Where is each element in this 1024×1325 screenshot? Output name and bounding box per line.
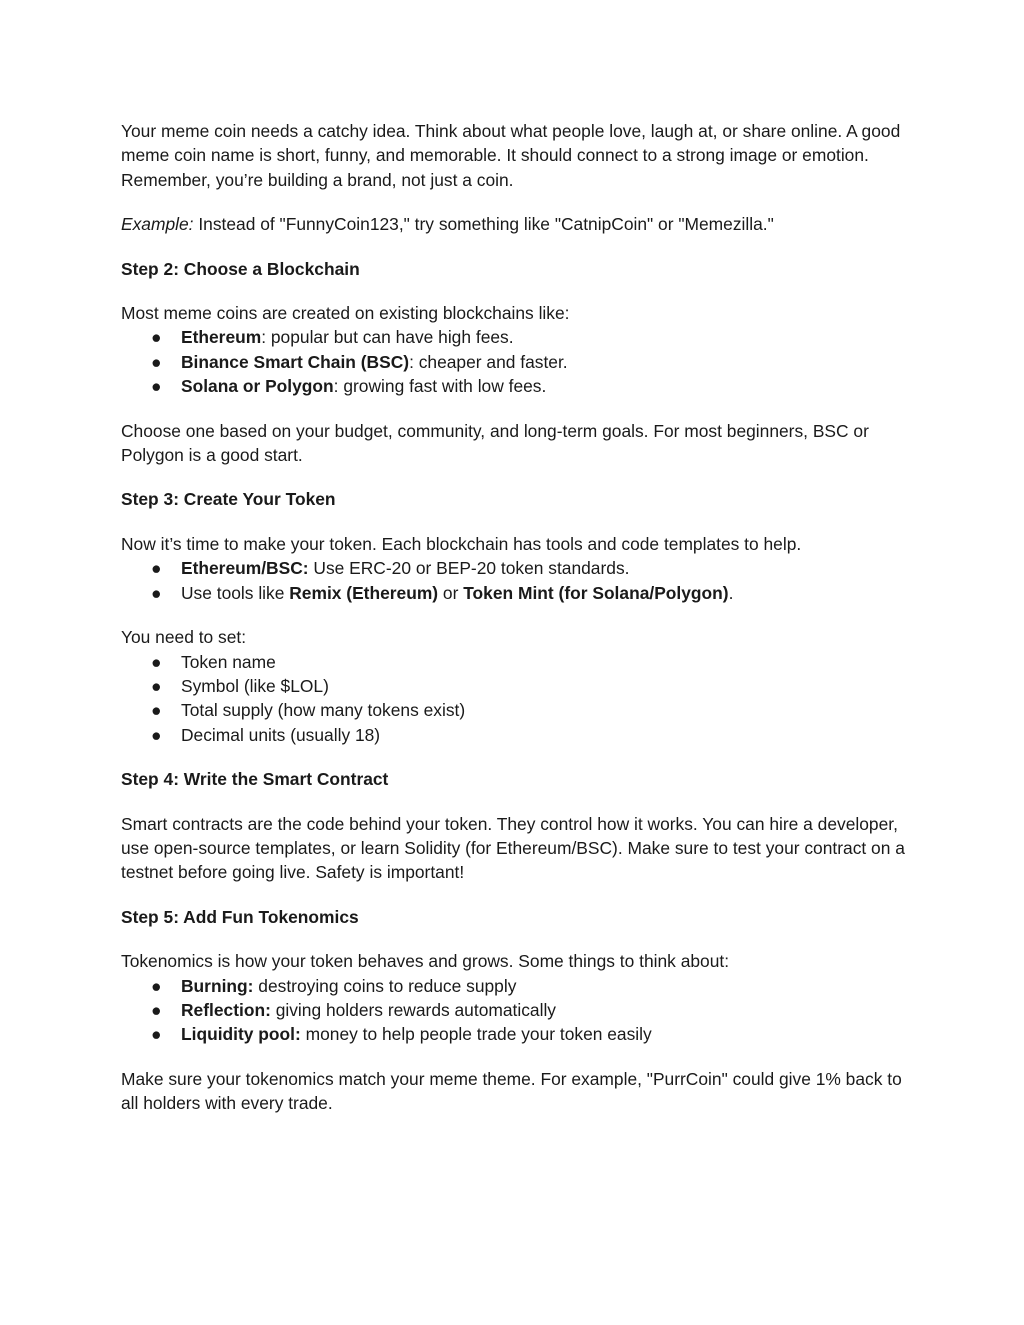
bullet-bold: Burning: [181,975,254,996]
bullet-text: Use tools like [181,582,290,603]
step2-outro: Choose one based on your budget, community, and long-term goals. For most beginners, BSC or Polygon is a good start. [121,420,869,466]
step5-outro: Make sure your tokenomics match your meme theme. For example, "PurrCoin" could give 1% back to all holders with every trade. [121,1068,902,1114]
bullet-icon: ● [151,651,162,672]
list-item [121,581,911,605]
document-page [121,119,911,1116]
list-item [121,350,911,374]
bullet-icon: ● [151,675,162,696]
bullet-bold: Binance Smart Chain (BSC) [181,351,410,372]
step5-intro: Tokenomics is how your token behaves and grows. Some things to think about: [121,951,730,972]
step5-bullet-list [121,974,911,1047]
list-item [121,674,911,698]
bullet-text: Token name [181,651,276,672]
step2-heading: Step 2: Choose a Blockchain [121,258,360,279]
bullet-icon: ● [151,582,162,603]
step5-heading: Step 5: Add Fun Tokenomics [121,906,359,927]
bullet-bold: Reflection: [181,999,271,1020]
intro-paragraph: Your meme coin needs a catchy idea. Think about what people love, laugh at, or share online. A good meme coin name is short, funny, and memorable. It should connect to a strong image or emotion. Remember, you’re building a brand, not just a coin. [121,121,901,190]
bullet-icon: ● [151,327,162,348]
bullet-bold: Token Mint (for Solana/Polygon) [463,582,729,603]
list-item [121,1022,911,1046]
list-item [121,556,911,580]
bullet-text: Use ERC-20 or BEP-20 token standards. [308,558,630,579]
bullet-text: : cheaper and faster. [409,351,568,372]
bullet-icon: ● [151,700,162,721]
list-item [121,374,911,398]
bullet-text: giving holders rewards automatically [270,999,557,1020]
bullet-text: Decimal units (usually 18) [181,724,381,745]
list-item [121,325,911,349]
bullet-icon: ● [151,558,162,579]
step3-intro: Now it’s time to make your token. Each blockchain has tools and code templates to help. [121,533,802,554]
step3-bullet-list [121,556,911,605]
step3-set-list [121,650,911,748]
bullet-text: Total supply (how many tokens exist) [181,700,466,721]
step2-bullet-list [121,325,911,398]
step3-set-intro: You need to set: [121,627,247,648]
bullet-text: Symbol (like $LOL) [181,675,329,696]
bullet-icon: ● [151,1024,162,1045]
example-paragraph [121,212,911,236]
bullet-text: destroying coins to reduce supply [253,975,517,996]
bullet-text: . [728,582,734,603]
list-item [121,998,911,1022]
bullet-text: : growing fast with low fees. [333,376,547,397]
example-text: Instead of "FunnyCoin123," try something like "CatnipCoin" or "Memezilla." [193,214,774,235]
step4-paragraph: Smart contracts are the code behind your token. They control how it works. You can hire a developer, use open-source templates, or learn Solidity (for Ethereum/BSC). Make sure to test your contract on a testnet before going live. Safety is important! [121,813,905,883]
list-item [121,723,911,747]
example-label: Example: [121,214,194,235]
step3-heading: Step 3: Create Your Token [121,489,336,510]
bullet-bold: Liquidity pool: [181,1024,301,1045]
bullet-text: money to help people trade your token easily [300,1024,652,1045]
bullet-icon: ● [151,351,162,372]
bullet-bold: Solana or Polygon [181,376,334,397]
list-item [121,698,911,722]
bullet-icon: ● [151,376,162,397]
bullet-bold: Ethereum/BSC: [181,558,309,579]
bullet-icon: ● [151,975,162,996]
bullet-text: or [438,582,464,603]
list-item [121,650,911,674]
bullet-text: : popular but can have high fees. [261,327,514,348]
bullet-bold: Remix (Ethereum) [289,582,439,603]
step2-intro: Most meme coins are created on existing blockchains like: [121,303,570,324]
step4-heading: Step 4: Write the Smart Contract [121,769,389,790]
bullet-icon: ● [151,724,162,745]
list-item [121,974,911,998]
bullet-icon: ● [151,999,162,1020]
bullet-bold: Ethereum [181,327,262,348]
